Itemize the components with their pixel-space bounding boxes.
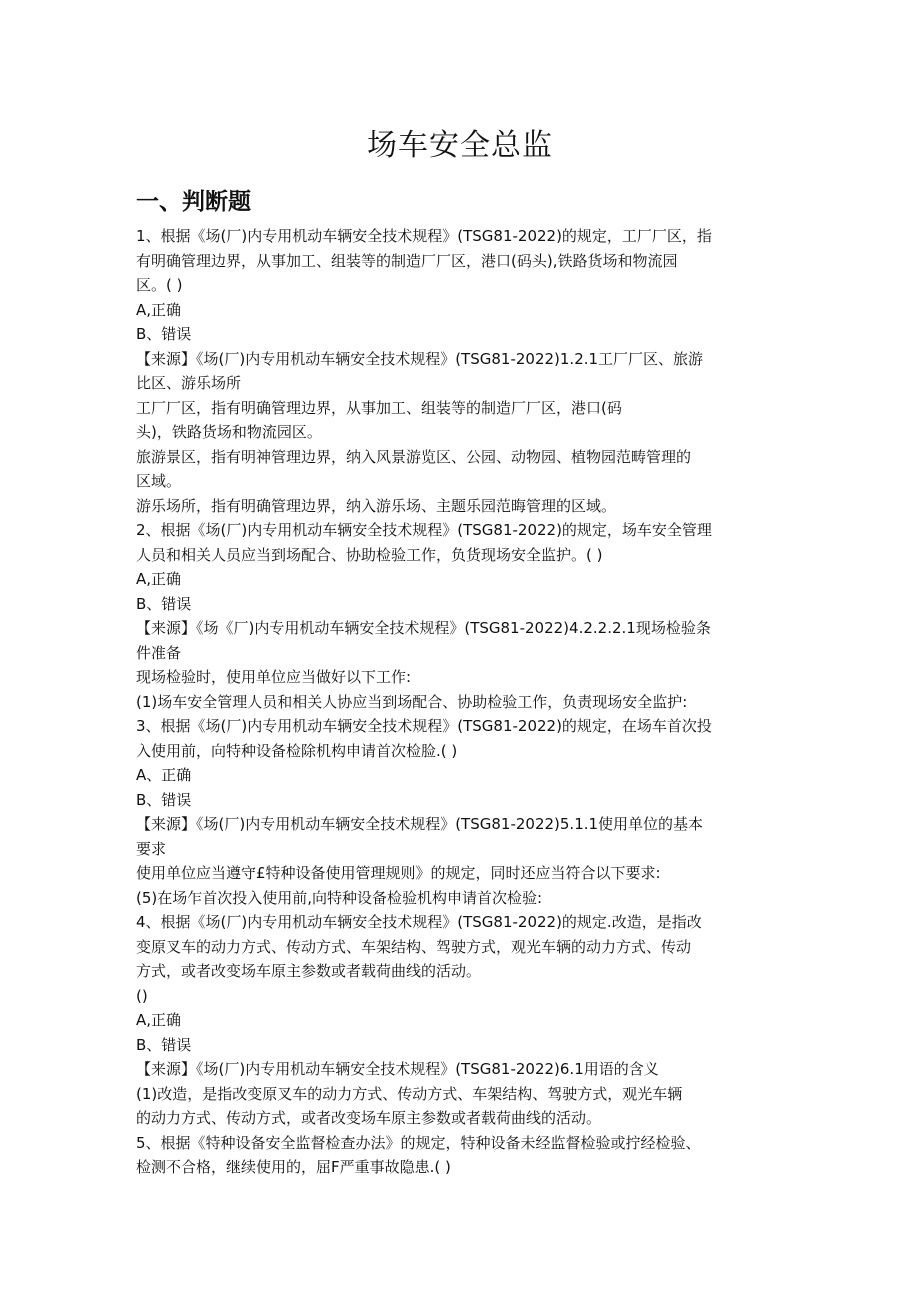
text-line: 2、根据《场(厂)内专用机动车辆安全技术规程》(TSG81-2022)的规定，场车安全管理 — [136, 521, 712, 539]
text-line: 旅游景区，指有明神管理边界，纳入风景游览区、公园、动物园、植物园范畴管理的 — [136, 447, 692, 466]
text-line: (1)场车安全管理人员和相关人协应当到场配合、协助检验工作，负责现场安全监护: — [136, 692, 688, 711]
text-line: B、错误 — [136, 1035, 192, 1054]
text-line: 现场检验时，使用单位应当做好以下工作: — [136, 668, 412, 686]
text-line: 【来源】《场《厂)内专用机动车辆安全技术规程》(TSG81-2022)4.2.2.2.1现场检验条 — [136, 619, 711, 637]
text-line: A,正确 — [136, 570, 182, 588]
text-line: 人员和相关人员应当到场配合、协助检验工作，负货现场安全监护。( ) — [136, 545, 603, 564]
text-line: 区。( ) — [136, 276, 183, 294]
text-line: 有明确管理边界，从事加工、组装等的制造厂厂区，港口(码头),铁路货场和物流园 — [136, 251, 678, 270]
text-line: A,正确 — [136, 300, 182, 319]
text-line: A,正确 — [136, 1011, 182, 1029]
section-heading: 一、判断题 — [136, 189, 251, 215]
text-line: (5)在场乍首次投入使用前,向特种设备检验机构申请首次检验: — [136, 888, 543, 907]
text-line: B、错误 — [136, 325, 192, 343]
text-line: A、正确 — [136, 766, 192, 784]
text-line: B、错误 — [136, 594, 192, 613]
text-line: 的动力方式、传动方式，或者改变场车原主参数或者载荷曲线的活动。 — [136, 1109, 602, 1127]
text-line: 方式，或者改变场车原主参数或者载荷曲线的活动。 — [136, 962, 482, 980]
document-body — [136, 224, 776, 1180]
text-line: 比区、游乐场所 — [136, 374, 242, 392]
text-line: 【来源】《场(厂)内专用机动车辆安全技术规程》(TSG81-2022)6.1用语的含义 — [136, 1060, 659, 1078]
text-line: 工厂厂区，指有明确管理边界，从事加工、组装等的制造厂厂区，港口(码 — [136, 398, 622, 417]
text-line: 3、根据《场(厂)内专用机动车辆安全技术规程》(TSG81-2022)的规定，在场车首次投 — [136, 717, 712, 735]
text-line: 5、根据《特种设备安全监督检查办法》的规定，特种设备未经监督检验或拧经检验、 — [136, 1133, 701, 1152]
text-line: B、错误 — [136, 790, 192, 809]
text-line: 【来源】《场(厂)内专用机动车辆安全技术规程》(TSG81-2022)5.1.1使用单位的基本 — [136, 815, 704, 833]
text-line: (1)改造，是指改变原叉车的动力方式、传动方式、车架结构、驾驶方式，观光车辆 — [136, 1084, 683, 1103]
text-line: 1、根据《场(厂)内专用机动车辆安全技术规程》(TSG81-2022)的规定，工厂厂区，指 — [136, 227, 712, 245]
text-line: 4、根据《场(厂)内专用机动车辆安全技术规程》(TSG81-2022)的规定.改造，是指改 — [136, 913, 702, 931]
text-line: 【来源】《场(厂)内专用机动车辆安全技术规程》(TSG81-2022)1.2.1工厂厂区、旅游 — [136, 349, 704, 368]
text-line: 头)，铁路货场和物流园区。 — [136, 423, 322, 441]
text-line: 游乐场所，指有明确管理边界，纳入游乐场、主题乐园范晦管理的区域。 — [136, 496, 617, 515]
text-line: 件准备 — [136, 643, 182, 662]
text-line: 变原叉车的动力方式、传动方式、车架结构、驾驶方式，观光车辆的动力方式、传动 — [136, 937, 692, 956]
text-line: 检测不合格，继续使用的，屈F严重事故隐患.( ) — [136, 1158, 451, 1176]
page-title: 场车安全总监 — [367, 128, 553, 163]
text-line: 入使用前，向特种设备检除机构申请首次检脸.( ) — [136, 741, 458, 760]
text-line: 使用单位应当遵守£特种设备使用管理规则》的规定，同时还应当符合以下要求: — [136, 864, 661, 882]
text-line: 区域。 — [136, 472, 182, 490]
text-line: () — [136, 986, 148, 1005]
text-line: 要求 — [136, 839, 167, 858]
